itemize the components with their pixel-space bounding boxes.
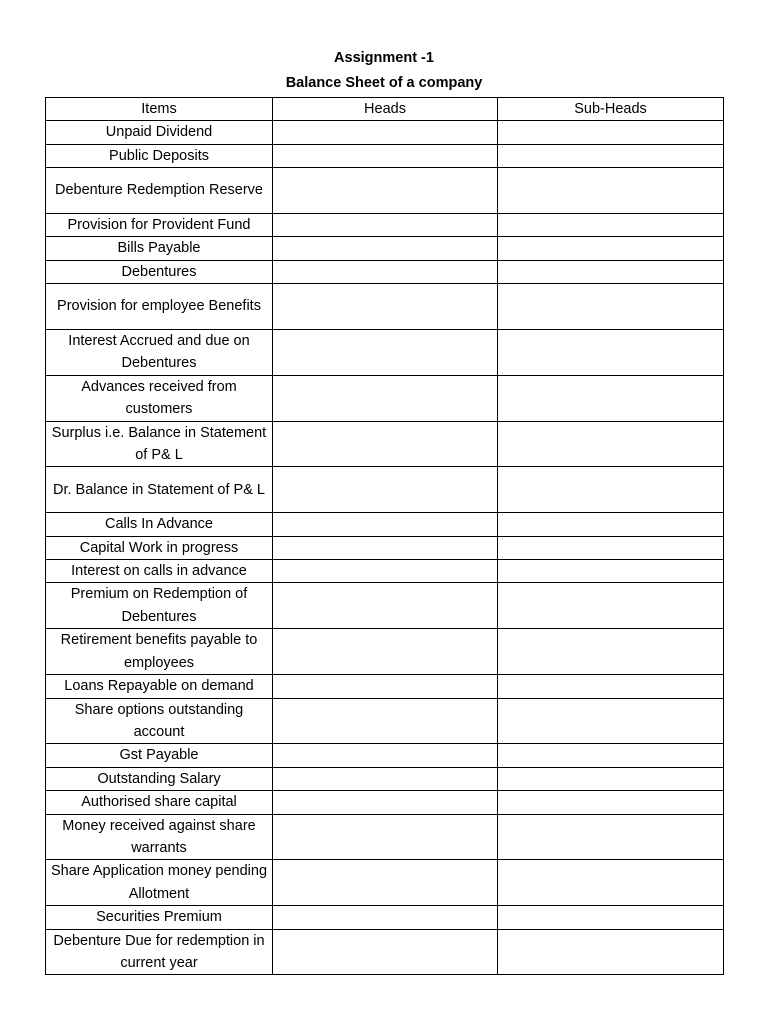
column-header-heads: Heads bbox=[273, 98, 498, 121]
item-cell: Outstanding Salary bbox=[46, 767, 273, 790]
table-row bbox=[46, 767, 724, 790]
sub-heads-cell bbox=[498, 929, 724, 975]
item-cell: Dr. Balance in Statement of P& L bbox=[46, 467, 273, 513]
heads-cell bbox=[273, 767, 498, 790]
item-cell: Share options outstanding account bbox=[46, 698, 273, 744]
item-cell: Advances received from customers bbox=[46, 375, 273, 421]
sub-heads-cell bbox=[498, 168, 724, 214]
sub-heads-cell bbox=[498, 906, 724, 929]
table-row bbox=[46, 168, 724, 214]
heads-cell bbox=[273, 629, 498, 675]
item-cell: Capital Work in progress bbox=[46, 536, 273, 559]
sub-heads-cell bbox=[498, 375, 724, 421]
item-cell: Share Application money pending Allotment bbox=[46, 860, 273, 906]
heads-cell bbox=[273, 698, 498, 744]
heads-cell bbox=[273, 513, 498, 536]
table-row bbox=[46, 144, 724, 167]
sub-heads-cell bbox=[498, 513, 724, 536]
sub-heads-cell bbox=[498, 791, 724, 814]
item-cell: Provision for employee Benefits bbox=[46, 284, 273, 330]
table-row bbox=[46, 284, 724, 330]
table-row bbox=[46, 860, 724, 906]
item-cell: Loans Repayable on demand bbox=[46, 675, 273, 698]
heads-cell bbox=[273, 421, 498, 467]
item-cell: Premium on Redemption of Debentures bbox=[46, 583, 273, 629]
heads-cell bbox=[273, 583, 498, 629]
item-cell: Bills Payable bbox=[46, 237, 273, 260]
heads-cell bbox=[273, 860, 498, 906]
table-row bbox=[46, 121, 724, 144]
table-row bbox=[46, 929, 724, 975]
balance-sheet-subtitle: Balance Sheet of a company bbox=[285, 75, 483, 91]
heads-cell bbox=[273, 330, 498, 376]
table-row bbox=[46, 214, 724, 237]
item-cell: Unpaid Dividend bbox=[46, 121, 273, 144]
assignment-title: Assignment -1 bbox=[334, 50, 434, 66]
sub-heads-cell bbox=[498, 260, 724, 283]
sub-heads-cell bbox=[498, 237, 724, 260]
sub-heads-cell bbox=[498, 698, 724, 744]
balance-sheet-table bbox=[45, 97, 724, 975]
heads-cell bbox=[273, 467, 498, 513]
sub-heads-cell bbox=[498, 583, 724, 629]
sub-heads-cell bbox=[498, 214, 724, 237]
heads-cell bbox=[273, 675, 498, 698]
heads-cell bbox=[273, 237, 498, 260]
table-row bbox=[46, 744, 724, 767]
item-cell: Provision for Provident Fund bbox=[46, 214, 273, 237]
sub-heads-cell bbox=[498, 767, 724, 790]
heads-cell bbox=[273, 744, 498, 767]
heads-cell bbox=[273, 929, 498, 975]
item-cell: Debenture Due for redemption in current year bbox=[46, 929, 273, 975]
sub-heads-cell bbox=[498, 144, 724, 167]
heads-cell bbox=[273, 791, 498, 814]
sub-heads-cell bbox=[498, 284, 724, 330]
sub-heads-cell bbox=[498, 121, 724, 144]
item-cell: Interest on calls in advance bbox=[46, 560, 273, 583]
sub-heads-cell bbox=[498, 536, 724, 559]
item-cell: Surplus i.e. Balance in Statement of P& L bbox=[46, 421, 273, 467]
sub-heads-cell bbox=[498, 330, 724, 376]
table-body bbox=[46, 121, 724, 975]
table-row bbox=[46, 698, 724, 744]
item-cell: Debenture Redemption Reserve bbox=[46, 168, 273, 214]
item-cell: Interest Accrued and due on Debentures bbox=[46, 330, 273, 376]
item-cell: Authorised share capital bbox=[46, 791, 273, 814]
table-row bbox=[46, 814, 724, 860]
table-header-row bbox=[46, 98, 724, 121]
table-row bbox=[46, 467, 724, 513]
table-row bbox=[46, 583, 724, 629]
heads-cell bbox=[273, 144, 498, 167]
table-row bbox=[46, 906, 724, 929]
table-row bbox=[46, 536, 724, 559]
sub-heads-cell bbox=[498, 421, 724, 467]
table-row bbox=[46, 629, 724, 675]
table-row bbox=[46, 330, 724, 376]
sub-heads-cell bbox=[498, 675, 724, 698]
table-row bbox=[46, 513, 724, 536]
sub-heads-cell bbox=[498, 744, 724, 767]
sub-heads-cell bbox=[498, 629, 724, 675]
sub-heads-cell bbox=[498, 467, 724, 513]
item-cell: Debentures bbox=[46, 260, 273, 283]
item-cell: Securities Premium bbox=[46, 906, 273, 929]
heads-cell bbox=[273, 121, 498, 144]
heads-cell bbox=[273, 560, 498, 583]
heads-cell bbox=[273, 536, 498, 559]
sub-heads-cell bbox=[498, 860, 724, 906]
heads-cell bbox=[273, 906, 498, 929]
heads-cell bbox=[273, 260, 498, 283]
sub-heads-cell bbox=[498, 814, 724, 860]
column-header-items: Items bbox=[46, 98, 273, 121]
column-header-sub-heads: Sub-Heads bbox=[498, 98, 724, 121]
heads-cell bbox=[273, 814, 498, 860]
item-cell: Public Deposits bbox=[46, 144, 273, 167]
table-row bbox=[46, 375, 724, 421]
table-row bbox=[46, 260, 724, 283]
heads-cell bbox=[273, 214, 498, 237]
table-row bbox=[46, 791, 724, 814]
item-cell: Money received against share warrants bbox=[46, 814, 273, 860]
heads-cell bbox=[273, 375, 498, 421]
table-row bbox=[46, 237, 724, 260]
item-cell: Calls In Advance bbox=[46, 513, 273, 536]
heads-cell bbox=[273, 284, 498, 330]
item-cell: Retirement benefits payable to employees bbox=[46, 629, 273, 675]
table-row bbox=[46, 560, 724, 583]
sub-heads-cell bbox=[498, 560, 724, 583]
item-cell: Gst Payable bbox=[46, 744, 273, 767]
heads-cell bbox=[273, 168, 498, 214]
table-row bbox=[46, 675, 724, 698]
table-row bbox=[46, 421, 724, 467]
